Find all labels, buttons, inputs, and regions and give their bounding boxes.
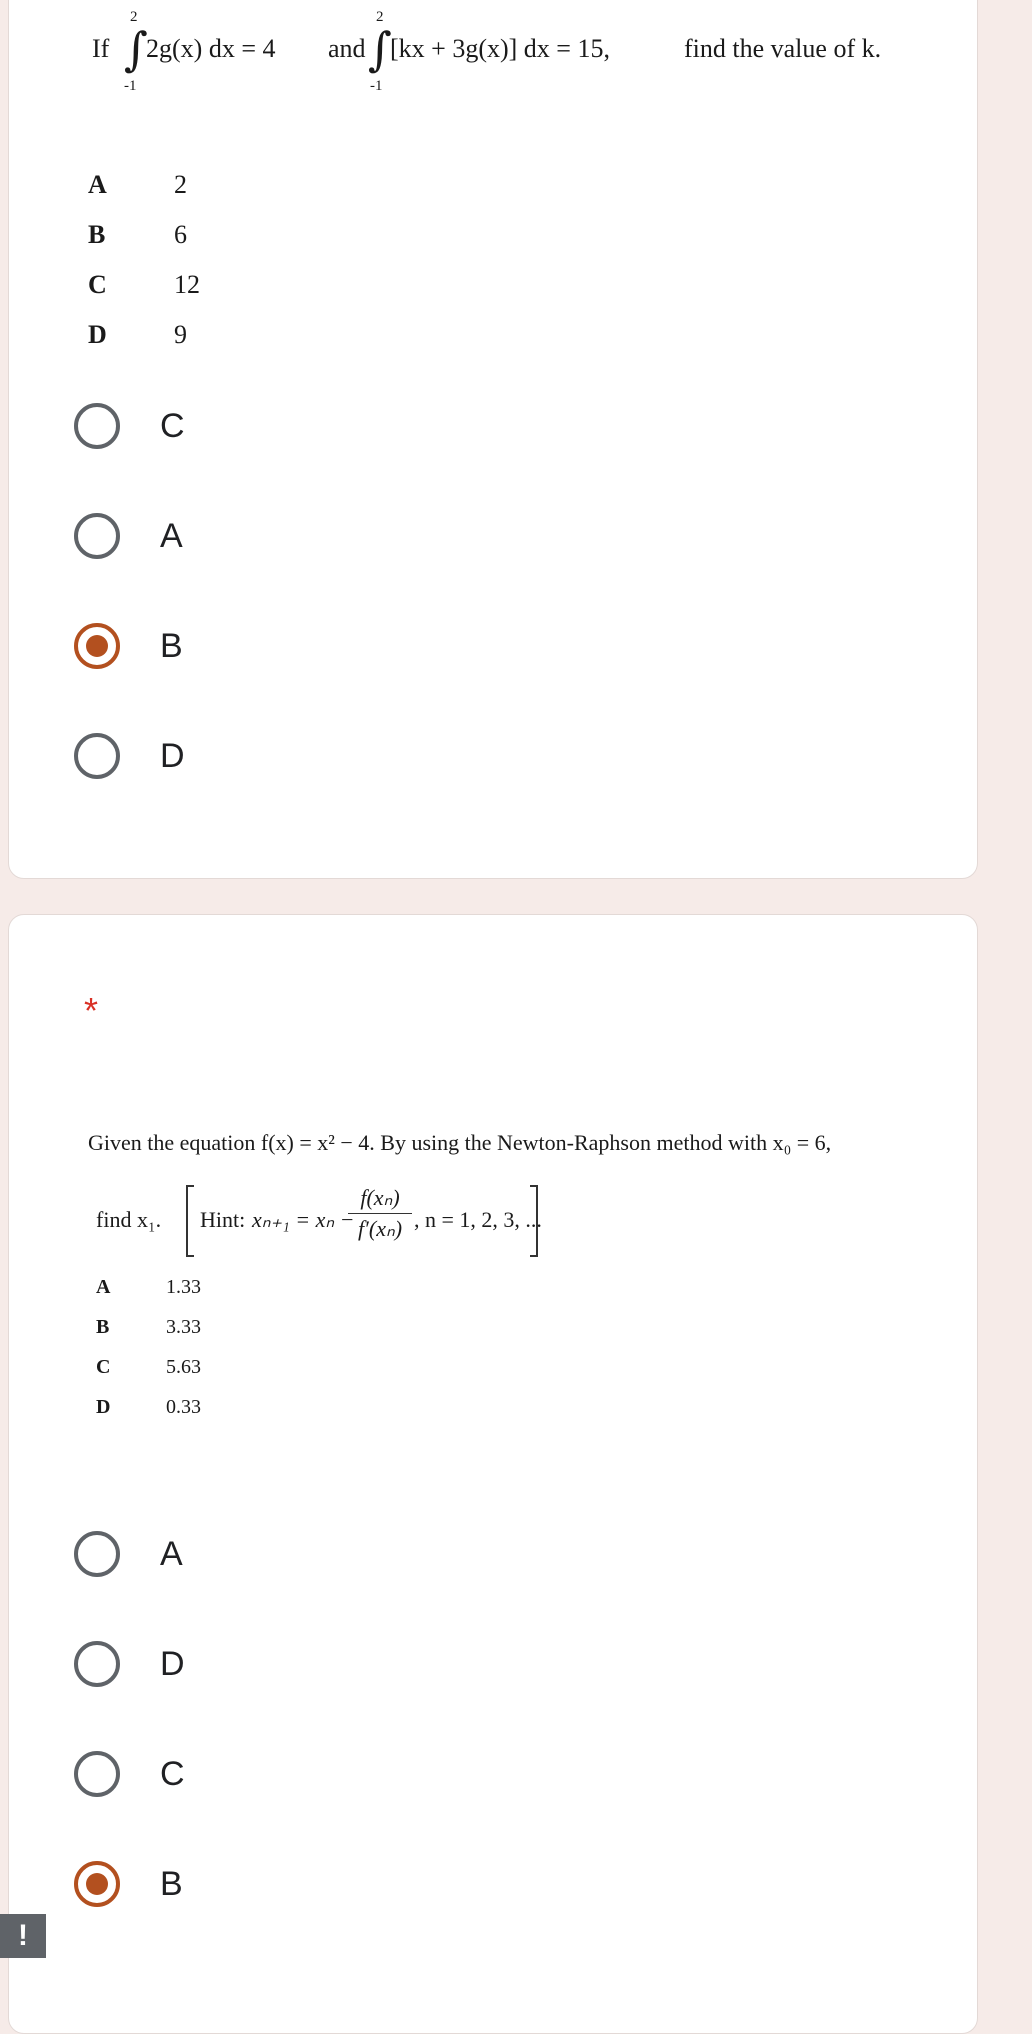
- q2-find-text: find x₁.: [96, 1207, 162, 1232]
- q1-connector: and: [328, 34, 366, 63]
- choice-letter: D: [96, 1396, 111, 1418]
- integral-sign-icon-2: ∫: [368, 22, 392, 76]
- q1-int2-lower: -1: [370, 78, 383, 94]
- required-asterisk: *: [84, 990, 99, 1031]
- q1-int2-upper: 2: [376, 9, 384, 25]
- q1-radio-option-d[interactable]: [74, 728, 185, 784]
- choice-value: 1.33: [166, 1276, 201, 1298]
- question-2-line-1: Given the equation f(x) = x² − 4. By using the Newton-Raphson method with x₀ = 6,: [88, 1130, 832, 1155]
- choice-letter: A: [88, 170, 107, 199]
- hint-denominator: f′(xₙ): [357, 1216, 403, 1241]
- choice-letter: A: [96, 1276, 111, 1298]
- q2-radio-option-a[interactable]: [74, 1526, 183, 1582]
- choice-value: 2: [174, 170, 187, 199]
- choice-value: 12: [174, 270, 200, 299]
- radio-button[interactable]: [74, 1751, 120, 1797]
- radio-label: A: [160, 1534, 183, 1573]
- radio-button[interactable]: [74, 403, 120, 449]
- q2-radio-option-b[interactable]: [74, 1856, 183, 1912]
- q1-prefix: If: [92, 34, 110, 63]
- radio-button-selected[interactable]: [74, 1861, 120, 1907]
- radio-label: A: [160, 516, 183, 555]
- q1-radio-option-c[interactable]: [74, 398, 185, 454]
- q1-int1-lower: -1: [124, 78, 137, 94]
- radio-button[interactable]: [74, 1531, 120, 1577]
- choice-value: 6: [174, 220, 187, 249]
- hint-numerator: f(xₙ): [348, 1185, 412, 1214]
- radio-button-selected[interactable]: [74, 623, 120, 669]
- hint-fraction: [348, 1185, 412, 1242]
- radio-label: D: [160, 736, 185, 775]
- choice-letter: B: [96, 1316, 110, 1338]
- choice-value: 0.33: [166, 1396, 201, 1418]
- radio-button[interactable]: [74, 513, 120, 559]
- q1-int1-upper: 2: [130, 9, 138, 25]
- choice-letter: D: [88, 320, 107, 349]
- hint-left-bracket: [186, 1185, 194, 1257]
- radio-label: C: [160, 1754, 185, 1793]
- choice-letter: C: [96, 1356, 111, 1378]
- exclamation-icon[interactable]: !: [0, 1914, 46, 1958]
- integral-sign-icon: ∫: [124, 22, 148, 76]
- q1-radio-option-b[interactable]: [74, 618, 183, 674]
- hint-label: Hint:: [200, 1207, 246, 1232]
- q1-int1-body: 2g(x) dx = 4: [146, 34, 276, 63]
- radio-button[interactable]: [74, 733, 120, 779]
- choice-letter: C: [88, 270, 107, 299]
- q1-int2-body: [kx + 3g(x)] dx = 15,: [390, 34, 610, 63]
- choice-value: 9: [174, 320, 187, 349]
- hint-lhs: xₙ₊₁ = xₙ −: [252, 1207, 355, 1232]
- hint-right-bracket: [530, 1185, 538, 1257]
- radio-button[interactable]: [74, 1641, 120, 1687]
- q2-radio-option-c[interactable]: [74, 1746, 185, 1802]
- radio-label: B: [160, 1864, 183, 1903]
- q1-suffix: find the value of k.: [684, 34, 882, 63]
- choice-value: 3.33: [166, 1316, 201, 1338]
- q2-radio-option-d[interactable]: [74, 1636, 185, 1692]
- radio-label: C: [160, 406, 185, 445]
- choice-letter: B: [88, 220, 106, 249]
- hint-tail: , n = 1, 2, 3, ...: [414, 1207, 542, 1232]
- choice-value: 5.63: [166, 1356, 201, 1378]
- q1-radio-option-a[interactable]: [74, 508, 183, 564]
- radio-label: D: [160, 1644, 185, 1683]
- radio-label: B: [160, 626, 183, 665]
